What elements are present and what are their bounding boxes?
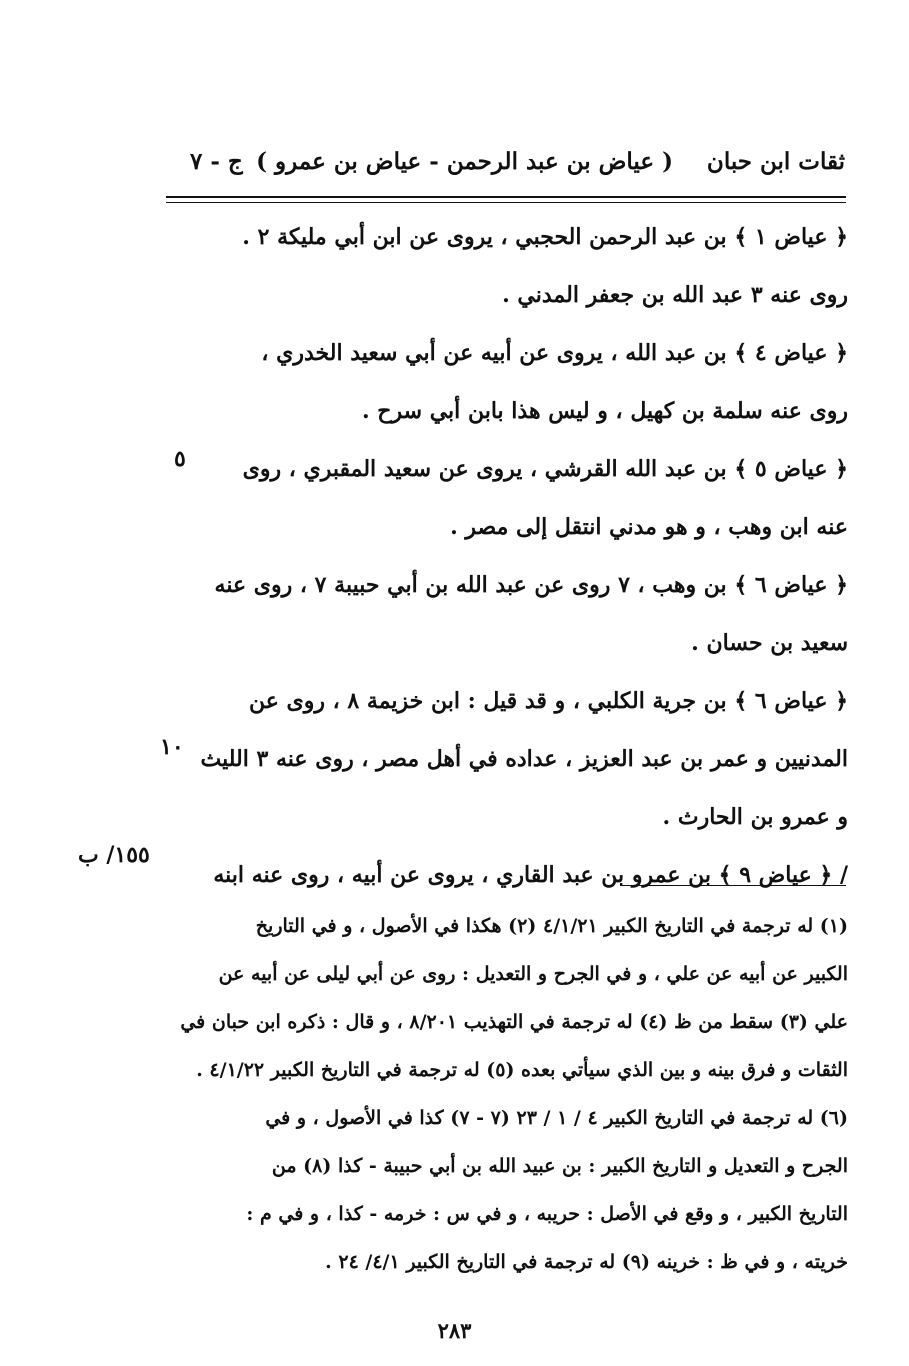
text-line: روى عنه ٣ عبد الله بن جعفر المدني . xyxy=(502,282,848,308)
text-line: روى عنه سلمة بن كهيل ، و ليس هذا بابن أبي سرح . xyxy=(361,398,848,424)
text-line: ﴿ عياض ٤ ﴾ بن عبد الله ، يروى عن أبيه عن أبي سعيد الخدري ، xyxy=(261,340,848,366)
text-line: ﴿ عياض ٦ ﴾ بن جرية الكلبي ، و قد قيل : ابن خزيمة ٨ ، روى عن xyxy=(249,688,848,714)
footnote-line: الكبير عن أبيه عن علي ، و في الجرح و التعديل : روى عن أبي ليلى عن أبيه عن xyxy=(218,963,848,985)
main-text xyxy=(180,208,848,904)
text-line: سعيد بن حسان . xyxy=(691,630,848,656)
page-subject: ( عياض بن عبد الرحمن - عياض بن عمرو ) xyxy=(256,148,673,175)
footnote-separator xyxy=(620,885,846,886)
text-line: عنه ابن وهب ، و هو مدني انتقل إلى مصر . xyxy=(450,514,848,540)
footnote-line: التاريخ الكبير ، و وقع في الأصل : حريبه ، و في س : خرمه - كذا ، و في م : xyxy=(246,1203,848,1225)
page-number: ٢٨٣ xyxy=(437,1318,472,1343)
text-line: و عمرو بن الحارث . xyxy=(662,804,848,830)
footnotes xyxy=(180,902,848,1286)
running-header xyxy=(190,148,845,188)
line-number-10: ١٠ xyxy=(160,734,184,760)
footnote-line: خريته ، و في ظ : خرينه (٩) له ترجمة في التاريخ الكبير ٤/١/ ٢٤ . xyxy=(325,1251,848,1273)
line-number-5: ٥ xyxy=(174,446,186,472)
footnote-line: علي (٣) سقط من ظ (٤) له ترجمة في التهذيب ٨/٢٠١ ، و قال : ذكره ابن حبان في xyxy=(180,1011,848,1033)
footnote-line: (١) له ترجمة في التاريخ الكبير ٤/١/٢١ (٢) هكذا في الأصول ، و في التاريخ xyxy=(255,915,848,937)
text-line: ﴿ عياض ٥ ﴾ بن عبد الله القرشي ، يروى عن سعيد المقبري ، روى xyxy=(242,456,848,482)
text-line: ﴿ عياض ٦ ﴾ بن وهب ، ٧ روى عن عبد الله بن أبي حبيبة ٧ ، روى عنه xyxy=(214,572,848,598)
volume-number: ج - ٧ xyxy=(190,148,243,175)
header-rule-top xyxy=(166,196,846,198)
footnote-line: (٦) له ترجمة في التاريخ الكبير ٤ / ١ / ٢٣ (٧ - ٧) كذا في الأصول ، و في xyxy=(265,1107,848,1129)
text-line: ﴿ عياض ١ ﴾ بن عبد الرحمن الحجبي ، يروى عن ابن أبي مليكة ٢ . xyxy=(242,224,848,250)
footnote-line: الثقات و فرق بينه و بين الذي سيأتي بعده (٥) له ترجمة في التاريخ الكبير ٤/١/٢٢ . xyxy=(196,1059,848,1081)
text-line: / ﴿ عياض ٩ ﴾ بن عمرو بن عبد القاري ، يروى عن أبيه ، روى عنه ابنه xyxy=(213,862,848,888)
footnote-line: الجرح و التعديل و التاريخ الكبير : بن عبيد الله بن أبي حبيبة - كذا (٨) من xyxy=(271,1155,848,1177)
header-rule-bottom xyxy=(166,202,846,203)
book-title: ثقات ابن حبان xyxy=(706,148,845,175)
text-line: المدنيين و عمر بن عبد العزيز ، عداده في أهل مصر ، روى عنه ٣ الليث xyxy=(200,746,848,772)
manuscript-folio: ١٥٥/ ب xyxy=(78,842,150,868)
